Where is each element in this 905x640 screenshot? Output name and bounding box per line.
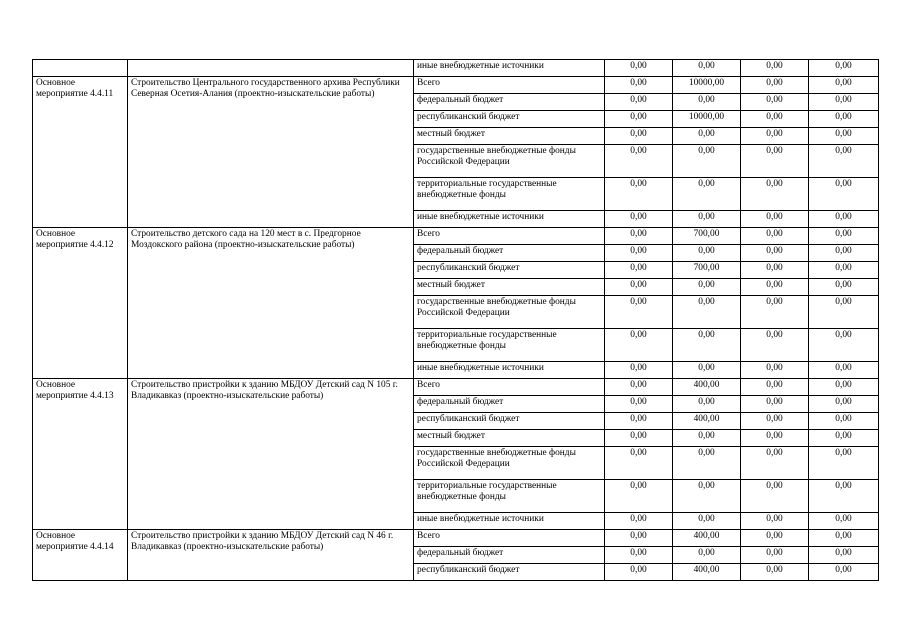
amount-cell: 0,00 [741,211,809,228]
funding-source-cell: иные внебюджетные источники [414,362,605,379]
amount-cell: 0,00 [809,513,879,530]
amount-cell: 0,00 [741,447,809,480]
event-id-cell: Основное мероприятие 4.4.12 [33,228,128,379]
funding-source-cell: иные внебюджетные источники [414,513,605,530]
amount-cell: 0,00 [741,111,809,128]
amount-cell: 400,00 [673,413,741,430]
amount-cell: 0,00 [741,564,809,581]
amount-cell: 0,00 [673,396,741,413]
amount-cell: 0,00 [741,530,809,547]
amount-cell: 0,00 [605,564,673,581]
amount-cell: 0,00 [673,145,741,178]
amount-cell: 0,00 [605,77,673,94]
amount-cell: 700,00 [673,262,741,279]
table-row [33,77,879,94]
amount-cell: 0,00 [741,128,809,145]
amount-cell: 0,00 [809,245,879,262]
amount-cell: 0,00 [741,94,809,111]
amount-cell: 0,00 [605,279,673,296]
amount-cell: 0,00 [673,547,741,564]
funding-source-cell: территориальные государственные внебюджетные фонды [414,329,605,362]
amount-cell: 0,00 [809,211,879,228]
amount-cell: 0,00 [605,178,673,211]
funding-source-cell: республиканский бюджет [414,564,605,581]
amount-cell: 0,00 [605,379,673,396]
amount-cell: 0,00 [809,396,879,413]
amount-cell: 0,00 [673,178,741,211]
funding-source-cell: государственные внебюджетные фонды Российской Федерации [414,447,605,480]
amount-cell: 0,00 [673,128,741,145]
amount-cell: 0,00 [741,178,809,211]
amount-cell: 0,00 [809,547,879,564]
amount-cell: 0,00 [809,262,879,279]
amount-cell: 0,00 [809,379,879,396]
amount-cell: 0,00 [741,245,809,262]
amount-cell: 0,00 [605,262,673,279]
amount-cell: 0,00 [673,329,741,362]
amount-cell: 0,00 [605,60,673,77]
funding-source-cell: Всего [414,228,605,245]
funding-source-cell: местный бюджет [414,128,605,145]
event-id-cell: Основное мероприятие 4.4.14 [33,530,128,581]
amount-cell: 0,00 [741,547,809,564]
amount-cell: 0,00 [673,211,741,228]
amount-cell: 0,00 [605,413,673,430]
amount-cell: 0,00 [741,396,809,413]
amount-cell: 0,00 [809,480,879,513]
amount-cell: 0,00 [605,111,673,128]
funding-source-cell: территориальные государственные внебюджетные фонды [414,480,605,513]
funding-source-cell: государственные внебюджетные фонды Российской Федерации [414,296,605,329]
amount-cell: 0,00 [673,480,741,513]
amount-cell: 0,00 [605,530,673,547]
amount-cell: 0,00 [673,430,741,447]
amount-cell: 0,00 [809,362,879,379]
amount-cell: 0,00 [809,447,879,480]
amount-cell: 0,00 [605,211,673,228]
amount-cell: 0,00 [605,447,673,480]
amount-cell: 0,00 [673,279,741,296]
amount-cell: 0,00 [605,430,673,447]
amount-cell: 0,00 [741,296,809,329]
amount-cell: 400,00 [673,530,741,547]
amount-cell: 0,00 [673,513,741,530]
funding-source-cell: территориальные государственные внебюджетные фонды [414,178,605,211]
amount-cell: 0,00 [605,396,673,413]
amount-cell: 0,00 [605,128,673,145]
amount-cell: 700,00 [673,228,741,245]
amount-cell: 0,00 [809,564,879,581]
funding-source-cell: республиканский бюджет [414,262,605,279]
amount-cell: 10000,00 [673,111,741,128]
funding-source-cell: Всего [414,379,605,396]
table-row [33,228,879,245]
amount-cell: 0,00 [809,178,879,211]
amount-cell: 400,00 [673,564,741,581]
funding-source-cell: Всего [414,530,605,547]
amount-cell: 10000,00 [673,77,741,94]
amount-cell: 0,00 [741,279,809,296]
amount-cell: 0,00 [809,296,879,329]
amount-cell: 0,00 [741,480,809,513]
table-row [33,379,879,396]
event-name-cell: Строительство Центрального государственного архива Республики Северная Осетия-Алания (проектно-изыскательские работы) [128,77,414,228]
amount-cell: 0,00 [809,60,879,77]
amount-cell: 0,00 [741,362,809,379]
amount-cell: 0,00 [809,128,879,145]
amount-cell: 0,00 [809,111,879,128]
amount-cell: 0,00 [741,413,809,430]
amount-cell: 0,00 [673,94,741,111]
funding-source-cell: федеральный бюджет [414,547,605,564]
funding-source-cell: Всего [414,77,605,94]
amount-cell: 0,00 [605,362,673,379]
budget-table [32,59,879,581]
amount-cell: 0,00 [605,145,673,178]
amount-cell: 0,00 [741,329,809,362]
amount-cell: 0,00 [741,228,809,245]
table-row [33,60,879,77]
budget-table-body [33,60,879,581]
amount-cell: 0,00 [605,94,673,111]
amount-cell: 0,00 [809,228,879,245]
amount-cell: 0,00 [809,329,879,362]
amount-cell: 0,00 [741,513,809,530]
amount-cell: 400,00 [673,379,741,396]
amount-cell: 0,00 [673,60,741,77]
name-cell-empty [128,60,414,77]
amount-cell: 0,00 [673,447,741,480]
amount-cell: 0,00 [809,145,879,178]
amount-cell: 0,00 [605,296,673,329]
amount-cell: 0,00 [673,296,741,329]
funding-source-cell: республиканский бюджет [414,413,605,430]
amount-cell: 0,00 [741,262,809,279]
funding-source-cell: федеральный бюджет [414,94,605,111]
amount-cell: 0,00 [741,379,809,396]
amount-cell: 0,00 [673,245,741,262]
amount-cell: 0,00 [741,60,809,77]
amount-cell: 0,00 [809,530,879,547]
funding-source-cell: местный бюджет [414,430,605,447]
amount-cell: 0,00 [605,228,673,245]
funding-source-cell: федеральный бюджет [414,396,605,413]
amount-cell: 0,00 [809,279,879,296]
amount-cell: 0,00 [741,77,809,94]
event-cell-empty [33,60,128,77]
event-id-cell: Основное мероприятие 4.4.13 [33,379,128,530]
funding-source-cell: иные внебюджетные источники [414,60,605,77]
amount-cell: 0,00 [741,145,809,178]
funding-source-cell: федеральный бюджет [414,245,605,262]
event-name-cell: Строительство пристройки к зданию МБДОУ Детский сад N 46 г. Владикавказ (проектно-изыскательские работы) [128,530,414,581]
amount-cell: 0,00 [605,329,673,362]
amount-cell: 0,00 [605,245,673,262]
event-name-cell: Строительство пристройки к зданию МБДОУ Детский сад N 105 г. Владикавказ (проектно-изыскательские работы) [128,379,414,530]
event-name-cell: Строительство детского сада на 120 мест в с. Предгорное Моздокского района (проектно-изыскательские работы) [128,228,414,379]
amount-cell: 0,00 [809,413,879,430]
amount-cell: 0,00 [605,547,673,564]
amount-cell: 0,00 [809,430,879,447]
table-row [33,530,879,547]
amount-cell: 0,00 [605,513,673,530]
amount-cell: 0,00 [605,480,673,513]
funding-source-cell: местный бюджет [414,279,605,296]
funding-source-cell: государственные внебюджетные фонды Российской Федерации [414,145,605,178]
funding-source-cell: республиканский бюджет [414,111,605,128]
event-id-cell: Основное мероприятие 4.4.11 [33,77,128,228]
amount-cell: 0,00 [809,77,879,94]
amount-cell: 0,00 [741,430,809,447]
amount-cell: 0,00 [673,362,741,379]
funding-source-cell: иные внебюджетные источники [414,211,605,228]
amount-cell: 0,00 [809,94,879,111]
